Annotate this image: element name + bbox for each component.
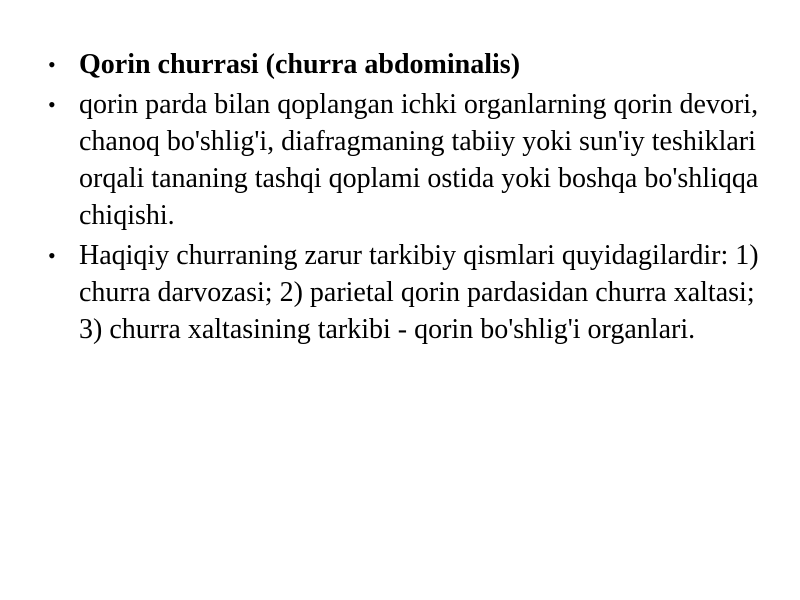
bullet-item-definition: [48, 86, 768, 234]
bullet-marker: •: [48, 52, 56, 77]
bullet-marker: •: [48, 92, 56, 117]
bullet-text: Haqiqiy churraning zarur tarkibiy qismlari quyidagilardir: 1) churra darvozasi; 2) parietal qorin pardasidan churra xaltasi; 3) churra xaltasining tarkibi - qorin bo'shlig'i organlari.: [79, 240, 759, 345]
bullet-text: Qorin churrasi (churra abdominalis): [79, 49, 521, 80]
bullet-marker: •: [48, 243, 56, 268]
bullet-text: qorin parda bilan qoplangan ichki organlarning qorin devori, chanoq bo'shlig'i, diafragmaning tabiiy yoki sun'iy teshiklari orqali tananing tashqi qoplami ostida yoki boshqa bo'shliqqa chiqishi.: [79, 89, 759, 231]
bullet-item-title: [48, 46, 768, 83]
bullet-list: [48, 46, 768, 351]
bullet-item-components: [48, 237, 768, 348]
